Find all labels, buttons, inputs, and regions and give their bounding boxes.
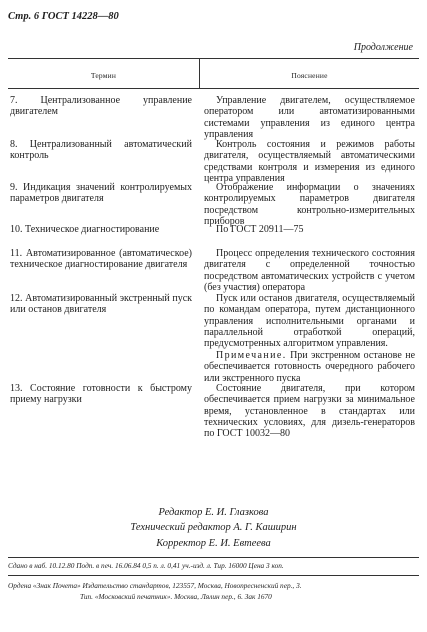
term-cell: 11. Автоматизированное (автоматическое) техническое диагностирование двигателя (10, 248, 192, 271)
table-header-rule (8, 88, 419, 89)
definition-note (204, 350, 415, 384)
term-cell: 12. Автоматизированный экстренный пуск или останов двигателя (10, 293, 192, 316)
term-cell: 10. Техническое диагностирование (10, 224, 160, 235)
imprint-line: Сдано в наб. 10.12.80 Подп. в печ. 16.06.84 0,5 п. л. 0,41 уч.-изд. л. Тир. 16000 Цена 3 коп. (8, 561, 284, 570)
imprint-line: Тип. «Московский печатник». Москва, Лялин пер., 6. Зак 1670 (80, 592, 272, 601)
definition-cell: Отображение информации о значениях контролируемых параметров двигателя посредством контрольно-измерительных приборов (204, 182, 415, 227)
editor-credit: Редактор Е. И. Глазкова (158, 507, 269, 518)
table-top-rule (8, 58, 419, 59)
proofreader-credit: Корректор Е. И. Евтеева (156, 538, 271, 549)
term-cell: 7. Централизованное управление двигателем (10, 95, 192, 118)
page-header: Стр. 6 ГОСТ 14228—80 (8, 11, 119, 22)
imprint-line: Ордена «Знак Почета» Издательство стандартов, 123557, Москва, Новопресненский пер., 3. (8, 581, 302, 590)
column-header-term: Термин (90, 71, 117, 80)
definition-cell: Контроль состояния и режимов работы двигателя, осуществляемый автоматическими средствами контроля и измерения из единого центра управления (204, 139, 415, 184)
term-cell: 9. Индикация значений контролируемых параметров двигателя (10, 182, 192, 205)
note-text: При экстренном останове не обеспечивается готовность очередного рабочего или экстренного пуска (204, 350, 416, 384)
note-label: Примечание. (216, 350, 287, 361)
definition-cell: Процесс определения технического состояния двигателя с определенной точностью посредством автоматических устройств с учетом (без участия) оператора (204, 248, 415, 293)
imprint-rule-top (8, 557, 419, 558)
definition-cell: Управление двигателем, осуществляемое оператором или автоматизированными системами управления из единого центра управления (204, 95, 415, 140)
imprint-rule-bottom (8, 575, 419, 576)
term-cell: 8. Централизованный автоматический контроль (10, 139, 192, 162)
definition-cell: Состояние двигателя, при котором обеспечивается прием нагрузки за минимальное время, установленное в стандартах или технических условиях, для дизель-генераторов по ГОСТ 10032—80 (204, 383, 415, 440)
column-header-definition: Пояснение (291, 71, 328, 80)
term-cell: 13. Состояние готовности к быстрому приему нагрузки (10, 383, 192, 406)
definition-cell: Пуск или останов двигателя, осуществляемый по командам оператора, путем дистанционного управления исполнительными органами и параллельной отработкой операций, предусмотренных алгоритмом управления. (204, 293, 415, 350)
continuation-label: Продолжение (353, 42, 413, 53)
tech-editor-credit: Технический редактор А. Г. Каширин (130, 522, 297, 533)
definition-cell: По ГОСТ 20911—75 (216, 224, 304, 235)
